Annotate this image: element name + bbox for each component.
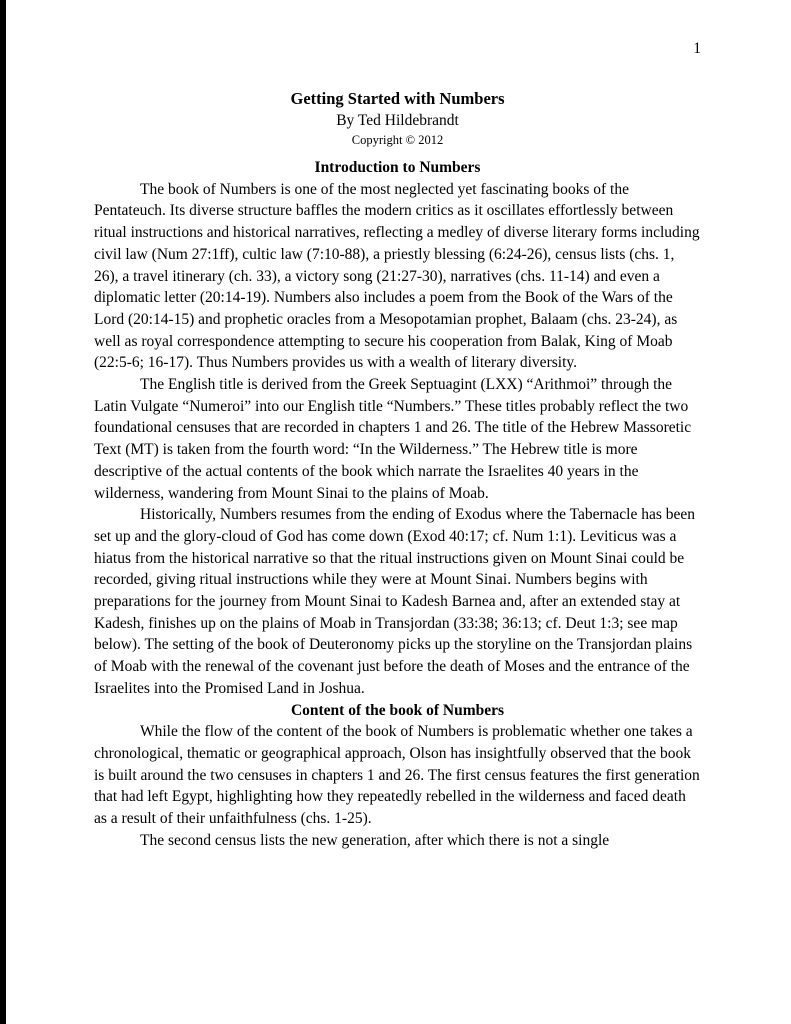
document-title: Getting Started with Numbers	[290, 89, 505, 108]
paragraph-intro-3: Historically, Numbers resumes from the ending of Exodus where the Tabernacle has been set up and the glory-cloud of God has come down (Exod 40:17; cf. Num 1:1). Leviticus was a hiatus from the historical narrative so that the ritual instructions given on Mount Sinai could be recorded, giving ritual instructions while they were at Mount Sinai. Numbers begins with preparations for the journey from Mount Sinai to Kadesh Barnea and, after an extended stay at Kadesh, finishes up on the plains of Moab in Transjordan (33:38; 36:13; cf. Deut 1:3; see map below). The setting of the book of Deuteronomy picks up the storyline on the Transjordan plains of Moab with the renewal of the covenant just before the death of Moses and the entrance of the Israelites into the Promised Land in Joshua.	[94, 506, 696, 697]
paragraph-content-2: The second census lists the new generation, after which there is not a single	[140, 831, 610, 849]
paragraph-content-1: While the flow of the content of the book of Numbers is problematic whether one takes a chronological, thematic or geographical approach, Olson has insightfully observed that the book is built around the two censuses in chapters 1 and 26. The first census features the first generation that had left Egypt, highlighting how they repeatedly rebelled in the wilderness and faced death as a result of their unfaithfulness (chs. 1-25).	[94, 723, 700, 828]
page-number: 1	[693, 40, 701, 57]
section-heading-introduction: Introduction to Numbers	[314, 159, 481, 176]
title-block	[94, 88, 701, 149]
paragraph-intro-2: The English title is derived from the Greek Septuagint (LXX) “Arithmoi” through the Latin Vulgate “Numeroi” into our English title “Numbers.” These titles probably reflect the two foundational censuses that are recorded in chapters 1 and 26. The title of the Hebrew Massoretic Text (MT) is taken from the fourth word: “In the Wilderness.” The Hebrew title is more descriptive of the actual contents of the book which narrate the Israelites 40 years in the wilderness, wandering from Mount Sinai to the plains of Moab.	[94, 376, 692, 502]
paragraph-intro-1: The book of Numbers is one of the most neglected yet fascinating books of the Pentateuch. Its diverse structure baffles the modern critics as it oscillates effortlessly between ritual instructions and historical narratives, reflecting a medley of diverse literary forms including civil law (Num 27:1ff), cultic law (7:10-88), a priestly blessing (6:24-26), census lists (chs. 1, 26), a travel itinerary (ch. 33), a victory song (21:27-30), narratives (chs. 11-14) and even a diplomatic letter (20:14-19). Numbers also includes a poem from the Book of the Wars of the Lord (20:14-15) and prophetic oracles from a Mesopotamian prophet, Balaam (chs. 23-24), as well as royal correspondence attempting to secure his cooperation from Balak, King of Moab (22:5-6; 16-17). Thus Numbers provides us with a wealth of literary diversity.	[94, 180, 700, 372]
scan-edge-artifact	[0, 0, 6, 1024]
copyright-notice: Copyright © 2012	[351, 133, 444, 147]
section-heading-content: Content of the book of Numbers	[290, 701, 505, 719]
byline: By Ted Hildebrandt	[336, 112, 459, 129]
